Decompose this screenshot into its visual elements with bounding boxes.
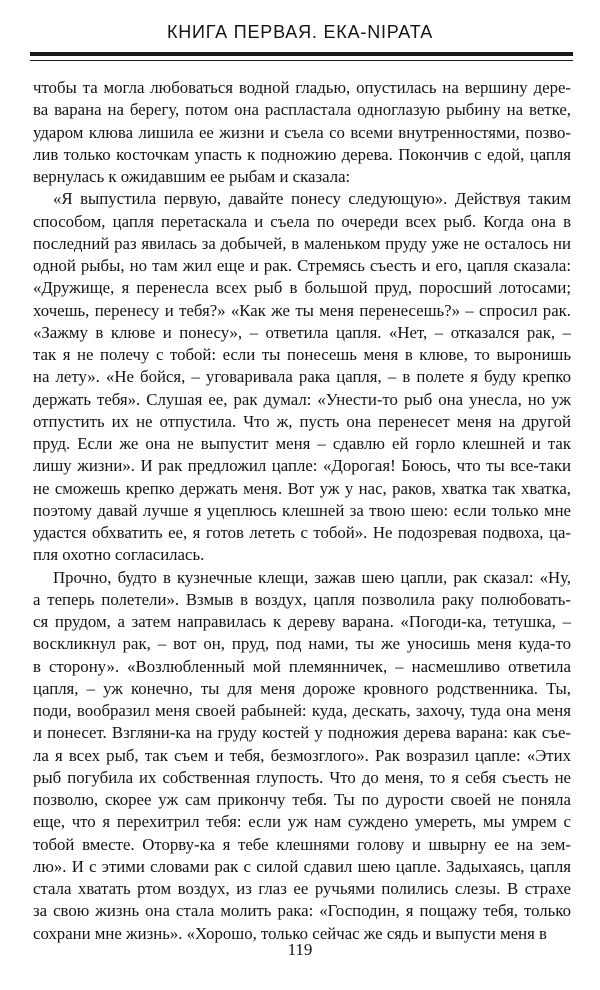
text-line: держать тебя». Слушая ее, рак думал: «Унести-то рыб она унесла, но уж: [33, 389, 571, 409]
text-line: лишу жизни». И рак предложил цапле: «Дорогая! Боюсь, что ты все-таки: [33, 456, 571, 476]
running-header: КНИГА ПЕРВАЯ. ЕКА-NIPATA: [166, 22, 434, 42]
text-line: в сторону». «Возлюбленный мой племянничек, – насмешливо ответила: [33, 656, 571, 676]
text-line: тобой вместе. Оторву-ка я тебе клешнями голову и швырну ее на зем-: [33, 834, 571, 854]
text-line: лив только косточкам упасть к подножию дерева. Покончив с едой, цапля: [33, 144, 571, 164]
text-line: Прочно, будто в кузнечные клещи, зажав шею цапли, рак сказал: «Ну,: [53, 567, 571, 587]
text-line: удастся обхватить ее, я готов лететь с тобой». Не подозревая подвоха, ца-: [33, 523, 571, 542]
text-line: «Я выпустила первую, давайте понесу следующую». Действуя таким: [53, 189, 571, 209]
text-line: последний раз явилась за добычей, в маленьком пруду уже не осталось ни: [33, 233, 571, 253]
text-line: цапля, – уж конечно, ты для меня дороже кровного родственника. Ты,: [33, 678, 571, 698]
text-line: ла я всех рыб, так съем и тебя, безмозглого». Рак возразил цапле: «Этих: [33, 745, 571, 765]
text-line: за свою жизнь она стала молить рака: «Господин, я пощажу тебя, только: [33, 901, 571, 921]
text-line: рыб погубила их собственная глупость. Что до меня, то я себя съесть не: [33, 767, 571, 787]
text-line: отпустить их не отпустила. Что ж, пусть она перенесет меня на другой: [33, 411, 571, 431]
text-line: позволю, скорее уж сам прикончу тебя. Ты по дурости своей не поняла: [33, 790, 571, 809]
text-line: воскликнул рак, – вот он, пруд, под нами, ты же уносишь меня куда-то: [33, 634, 571, 654]
text-line: и понесет. Взгляни-ка на груду костей у подножия дерева варана: как съе-: [33, 723, 571, 743]
text-line: одной рыбы, но там жил еще и рак. Стремясь съесть и его, цапля сказала:: [33, 256, 571, 275]
page-number: 119: [287, 940, 313, 959]
text-line: сохрани мне жизнь». «Хорошо, только сейчас же сядь и выпусти меня в: [33, 923, 547, 943]
paragraph: [33, 77, 571, 188]
text-line: пля охотно согласилась.: [33, 545, 205, 565]
text-line: способом, цапля перетаскала и съела по очереди всех рыб. Когда она в: [33, 211, 571, 231]
text-line: «Зажму в клюве и понесу», – ответила цапля. «Нет, – отказался рак, –: [33, 322, 571, 342]
text-line: хочешь, перенесу и тебя?» «Как же ты меня перенесешь?» – спросил рак.: [33, 300, 571, 320]
paragraph: [33, 567, 571, 945]
text-line: стала хватать ртом воздух, из глаз ее ручьями полились слезы. В страхе: [33, 879, 571, 898]
paragraph: [33, 188, 571, 566]
text-line: вернулась к ожидавшим ее рыбам и сказала:: [33, 167, 351, 186]
header-rule-thin: [30, 60, 573, 61]
text-line: еще, что я перехитрил тебя: если уж нам суждено умереть, мы умрем с: [33, 812, 571, 832]
text-line: чтобы та могла любоваться водной гладью, опустилась на вершину дере-: [33, 78, 571, 97]
text-line: на лету». «Не бойся, – уговаривала рака цапля, – в полете я буду крепко: [33, 367, 571, 387]
header-rule-thick: [30, 52, 573, 56]
text-line: «Дружище, я перенесла всех рыб в большой пруд, поросший лотосами;: [33, 278, 571, 298]
body-text: [33, 77, 571, 945]
text-line: лю». И с этими словами рак с силой сдавил шею цапле. Задыхаясь, цапля: [33, 856, 571, 876]
text-line: поэтому давай лучше я уцеплюсь клешней за твою шею: если только мне: [33, 500, 571, 520]
text-line: ся прудом, а затем направилась к дереву варана. «Погоди-ка, тетушка, –: [33, 612, 571, 631]
text-line: а теперь полетели». Взмыв в воздух, цапля позволила раку полюбовать-: [33, 589, 571, 609]
text-line: ударом клюва лишила ее жизни и съела со всеми внутренностями, позво-: [33, 122, 571, 142]
text-line: пруд. Если же она не выпустит меня – сдавлю ей горло клешней и так: [33, 434, 571, 453]
text-line: поди, вообразил меня своей рабыней: куда, дескать, захочу, туда она меня: [33, 701, 571, 720]
text-line: не сможешь крепко держать меня. Вот уж у нас, раков, хватка так хватка,: [33, 478, 571, 498]
text-line: так я не полечу с тобой: если ты понесешь меня в клюве, то выронишь: [33, 345, 571, 364]
text-line: ва варана на берегу, потом она распластала одноглазую рыбину на ветке,: [33, 100, 571, 120]
